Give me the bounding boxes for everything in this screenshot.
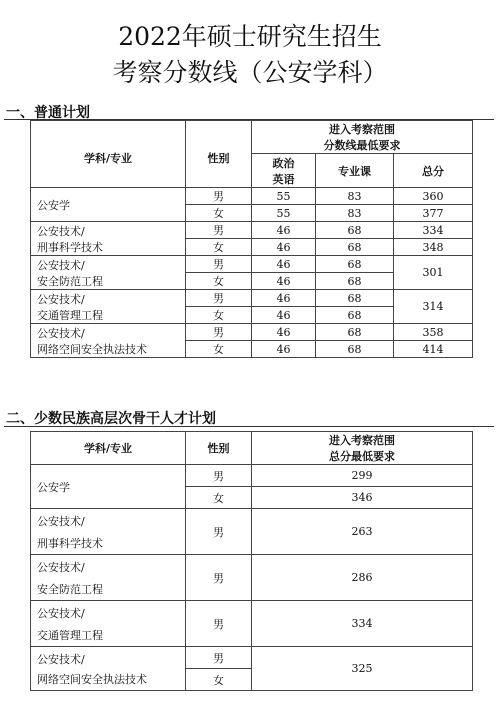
subject-name — [31, 222, 186, 256]
table-row — [31, 509, 473, 555]
total-score: 301 — [394, 256, 473, 290]
table-row — [31, 465, 473, 487]
gender-female: 女 — [186, 273, 252, 290]
table-row — [31, 188, 473, 205]
subject-name — [31, 509, 186, 555]
total-score: 314 — [394, 290, 473, 324]
total-score: 358 — [394, 324, 473, 341]
total-score: 286 — [252, 555, 473, 601]
section2-divider — [4, 426, 494, 427]
subject-name — [31, 647, 186, 691]
total-score: 360 — [394, 188, 473, 205]
gender-female: 女 — [186, 205, 252, 222]
major-score: 83 — [316, 205, 394, 222]
header-total: 总分 — [394, 154, 473, 188]
total-score: 325 — [252, 647, 473, 691]
header-politics: 政治 — [272, 156, 295, 170]
header-subject: 学科/专业 — [31, 121, 186, 188]
gender-male: 男 — [186, 509, 252, 555]
subject-name — [31, 601, 186, 647]
subject-name: 公安学 — [31, 188, 186, 222]
politics-score: 46 — [252, 290, 316, 307]
gender-male: 男 — [186, 222, 252, 239]
gender-female: 女 — [186, 669, 252, 691]
header-gender: 性别 — [186, 432, 252, 465]
general-plan-table — [30, 120, 473, 358]
subject-name-line1: 公安技术/ — [37, 292, 85, 306]
subject-name: 公安学 — [31, 465, 186, 509]
gender-male: 男 — [186, 601, 252, 647]
total-score: 414 — [394, 341, 473, 358]
total-score: 346 — [252, 487, 473, 509]
header-group — [252, 432, 473, 465]
politics-score: 46 — [252, 307, 316, 324]
table-row — [31, 290, 473, 307]
gender-male: 男 — [186, 324, 252, 341]
table-row — [31, 647, 473, 669]
gender-male: 男 — [186, 290, 252, 307]
politics-score: 46 — [252, 324, 316, 341]
politics-score: 46 — [252, 222, 316, 239]
total-score: 263 — [252, 509, 473, 555]
gender-male: 男 — [186, 188, 252, 205]
header-group-line2: 分数线最低要求 — [323, 139, 401, 152]
gender-female: 女 — [186, 307, 252, 324]
major-score: 68 — [316, 222, 394, 239]
gender-female: 女 — [186, 487, 252, 509]
subject-name — [31, 555, 186, 601]
subject-name-line1: 公安技术/ — [37, 652, 85, 666]
gender-female: 女 — [186, 239, 252, 256]
header-group — [252, 121, 473, 154]
header-english: 英语 — [272, 172, 295, 186]
politics-score: 46 — [252, 256, 316, 273]
major-score: 68 — [316, 290, 394, 307]
gender-male: 男 — [186, 555, 252, 601]
header-group-line1: 进入考察范围 — [329, 123, 395, 136]
major-score: 68 — [316, 324, 394, 341]
major-score: 68 — [316, 256, 394, 273]
header-gender: 性别 — [186, 121, 252, 188]
subject-name-line2: 刑事科学技术 — [37, 240, 103, 254]
table-row — [31, 324, 473, 341]
gender-female: 女 — [186, 341, 252, 358]
major-score: 68 — [316, 273, 394, 290]
subject-name-line1: 公安技术/ — [37, 606, 85, 620]
gender-male: 男 — [186, 256, 252, 273]
subject-name-line2: 安全防范工程 — [37, 274, 103, 288]
section2-heading: 二、少数民族高层次骨干人才计划 — [6, 411, 216, 427]
subject-name-line1: 公安技术/ — [37, 560, 85, 574]
header-group-line1: 进入考察范围 — [329, 434, 395, 447]
section1-heading: 一、普通计划 — [6, 105, 90, 121]
total-score: 348 — [394, 239, 473, 256]
subject-name — [31, 290, 186, 324]
subject-name-line2: 刑事科学技术 — [37, 536, 103, 550]
major-score: 68 — [316, 307, 394, 324]
subject-name-line2: 交通管理工程 — [37, 628, 103, 642]
subject-name — [31, 256, 186, 290]
subject-name-line1: 公安技术/ — [37, 224, 85, 238]
major-score: 68 — [316, 341, 394, 358]
page-title-line1: 2022年硕士研究生招生 — [118, 22, 382, 51]
gender-male: 男 — [186, 647, 252, 669]
subject-name-line2: 网络空间安全执法技术 — [37, 672, 147, 686]
subject-name-line2: 交通管理工程 — [37, 308, 103, 322]
header-group-line2: 总分最低要求 — [329, 450, 395, 463]
subject-name — [31, 324, 186, 358]
header-major: 专业课 — [316, 154, 394, 188]
header-politics-english — [252, 154, 316, 188]
subject-name-line2: 网络空间安全执法技术 — [37, 342, 147, 356]
subject-name-line1: 公安技术/ — [37, 326, 85, 340]
table-row — [31, 601, 473, 647]
table-row — [31, 555, 473, 601]
table-row — [31, 256, 473, 273]
table-row — [31, 222, 473, 239]
gender-male: 男 — [186, 465, 252, 487]
politics-score: 46 — [252, 273, 316, 290]
subject-name-line1: 公安技术/ — [37, 514, 85, 528]
page-title-line2: 考察分数线（公安学科） — [112, 58, 388, 87]
major-score: 68 — [316, 239, 394, 256]
politics-score: 55 — [252, 205, 316, 222]
total-score: 377 — [394, 205, 473, 222]
subject-name-line2: 安全防范工程 — [37, 582, 103, 596]
total-score: 299 — [252, 465, 473, 487]
major-score: 83 — [316, 188, 394, 205]
politics-score: 55 — [252, 188, 316, 205]
total-score: 334 — [394, 222, 473, 239]
header-subject: 学科/专业 — [31, 432, 186, 465]
politics-score: 46 — [252, 341, 316, 358]
minority-plan-table — [30, 431, 473, 691]
subject-name-line1: 公安技术/ — [37, 258, 85, 272]
total-score: 334 — [252, 601, 473, 647]
politics-score: 46 — [252, 239, 316, 256]
